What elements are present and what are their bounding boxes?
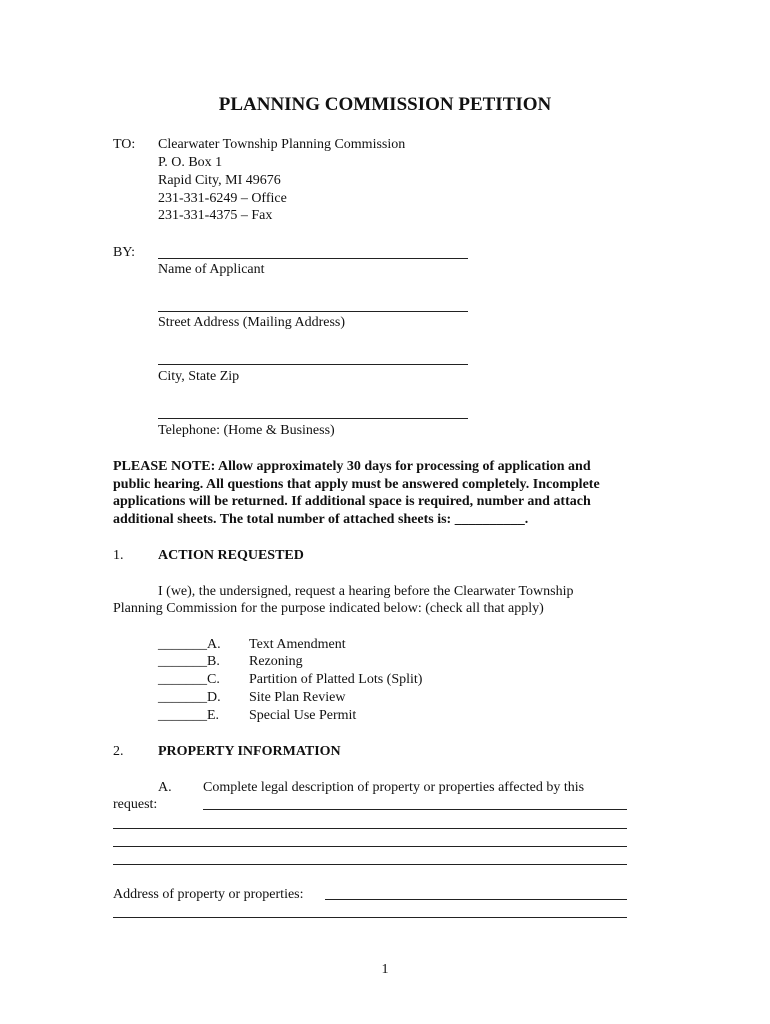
option-d-label: Site Plan Review — [249, 690, 346, 705]
to-line-1: Clearwater Township Planning Commission — [158, 137, 406, 152]
to-line-3: Rapid City, MI 49676 — [158, 173, 281, 188]
to-line-4: 231-331-6249 – Office — [158, 191, 287, 206]
section-1-number: 1. — [113, 548, 124, 563]
option-b-label: Rezoning — [249, 654, 303, 669]
note-line-2: public hearing. All questions that apply must be answered completely. Incomplete — [113, 476, 600, 492]
note-line-1: PLEASE NOTE: Allow approximately 30 days for processing of application and — [113, 459, 591, 474]
section-2-number: 2. — [113, 744, 124, 759]
note-line-3: applications will be returned. If additional space is required, number and attach — [113, 494, 591, 509]
option-e-blank[interactable]: _______E. — [158, 708, 220, 723]
street-address-label: Street Address (Mailing Address) — [158, 315, 346, 330]
legal-description-line-2[interactable] — [113, 828, 627, 829]
item-a-text: Complete legal description of property or properties affected by this — [203, 780, 585, 795]
to-line-2: P. O. Box 1 — [158, 155, 223, 170]
legal-description-line-1[interactable] — [203, 809, 627, 810]
street-address-line[interactable] — [158, 311, 468, 312]
telephone-line[interactable] — [158, 418, 468, 419]
city-state-zip-line[interactable] — [158, 364, 468, 365]
option-c-blank[interactable]: _______C. — [158, 672, 220, 687]
option-a-label: Text Amendment — [249, 637, 346, 652]
note-line-4: additional sheets. The total number of attached sheets is: __________. — [113, 511, 529, 527]
section-1-intro-line-1: I (we), the undersigned, request a hearing before the Clearwater Township — [158, 584, 574, 599]
to-label: TO: — [113, 137, 136, 152]
telephone-label: Telephone: (Home & Business) — [158, 423, 335, 438]
applicant-name-label: Name of Applicant — [158, 262, 265, 277]
page-title: PLANNING COMMISSION PETITION — [218, 94, 552, 115]
to-line-5: 231-331-4375 – Fax — [158, 208, 273, 223]
section-1-heading: ACTION REQUESTED — [158, 548, 304, 563]
legal-description-line-3[interactable] — [113, 846, 627, 847]
item-a-request-label: request: — [113, 797, 158, 812]
option-a-blank[interactable]: _______A. — [158, 637, 221, 652]
page-number: 1 — [381, 962, 389, 977]
option-d-blank[interactable]: _______D. — [158, 690, 221, 705]
section-1-intro-line-2: Planning Commission for the purpose indicated below: (check all that apply) — [113, 601, 544, 616]
option-e-label: Special Use Permit — [249, 708, 357, 723]
property-address-line-1[interactable] — [325, 899, 627, 900]
property-address-label: Address of property or properties: — [113, 887, 304, 902]
property-address-line-2[interactable] — [113, 917, 627, 918]
item-a-letter: A. — [158, 780, 172, 795]
city-state-zip-label: City, State Zip — [158, 369, 240, 384]
by-label: BY: — [113, 245, 136, 260]
legal-description-line-4[interactable] — [113, 864, 627, 865]
option-b-blank[interactable]: _______B. — [158, 654, 220, 669]
section-2-heading: PROPERTY INFORMATION — [158, 744, 341, 759]
applicant-name-line[interactable] — [158, 258, 468, 259]
option-c-label: Partition of Platted Lots (Split) — [249, 672, 423, 687]
please-note — [113, 458, 653, 528]
